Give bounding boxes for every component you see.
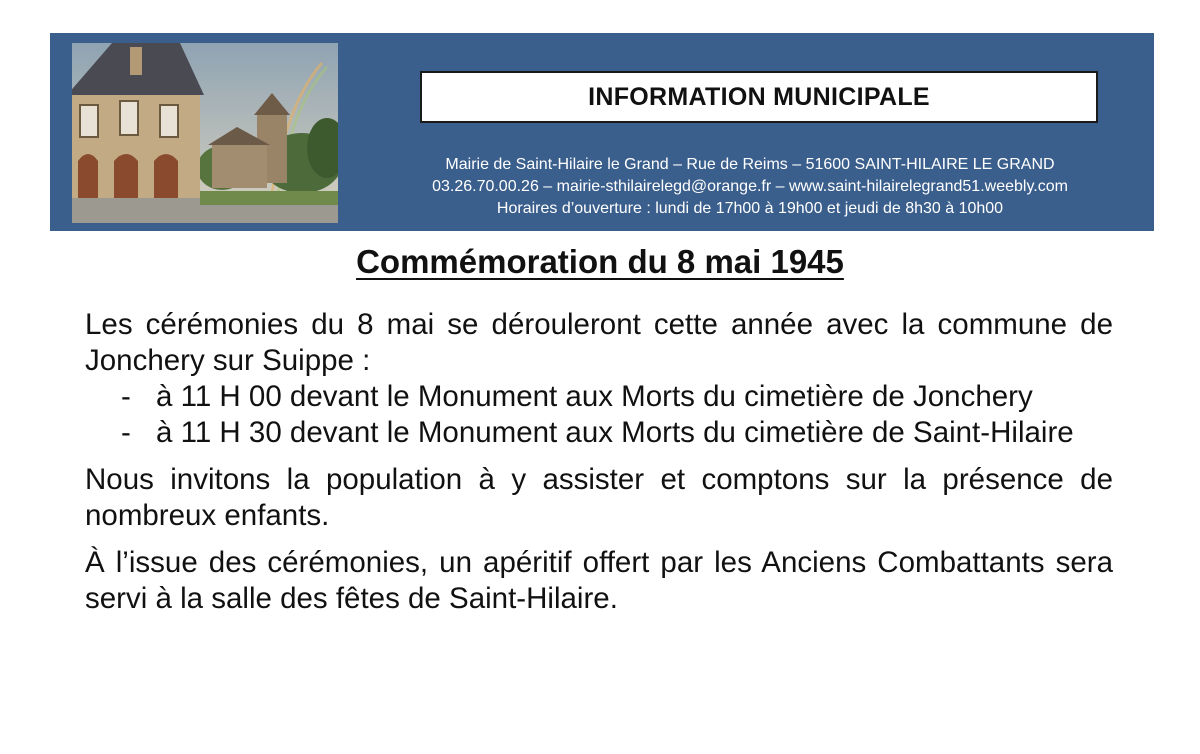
town-hall-church-photo	[72, 43, 338, 223]
page-title: INFORMATION MUNICIPALE	[420, 71, 1098, 123]
closing-paragraph: À l’issue des cérémonies, un apéritif offert par les Anciens Combattants sera servi à la salle des fêtes de Saint-Hilaire.	[85, 546, 1113, 615]
list-item-text: à 11 H 30 devant le Monument aux Morts du cimetière de Saint-Hilaire	[156, 416, 1074, 449]
list-item	[85, 415, 1113, 451]
address-line: Mairie de Saint-Hilaire le Grand – Rue de Reims – 51600 SAINT-HILAIRE LE GRAND	[445, 156, 1055, 173]
contact-info	[355, 154, 1145, 220]
invitation-paragraph: Nous invitons la population à y assister et comptons sur la présence de nombreux enfants.	[85, 463, 1113, 532]
list-item	[85, 379, 1113, 415]
list-item-text: à 11 H 00 devant le Monument aux Morts du cimetière de Jonchery	[156, 380, 1033, 413]
intro-paragraph: Les cérémonies du 8 mai se dérouleront cette année avec la commune de Jonchery sur Suippe :	[85, 308, 1113, 377]
document-heading	[0, 243, 1200, 281]
bullet-dash: -	[121, 416, 131, 449]
bullet-dash: -	[121, 380, 131, 413]
header-banner	[50, 33, 1154, 231]
heading-text: Commémoration du 8 mai 1945	[356, 243, 844, 280]
contact-line: 03.26.70.00.26 – mairie-sthilairelegd@orange.fr – www.saint-hilairelegrand51.weebly.com	[432, 178, 1068, 195]
ceremony-list	[85, 379, 1113, 451]
hours-line: Horaires d’ouverture : lundi de 17h00 à 19h00 et jeudi de 8h30 à 10h00	[496, 200, 1004, 217]
document-body	[85, 307, 1113, 617]
